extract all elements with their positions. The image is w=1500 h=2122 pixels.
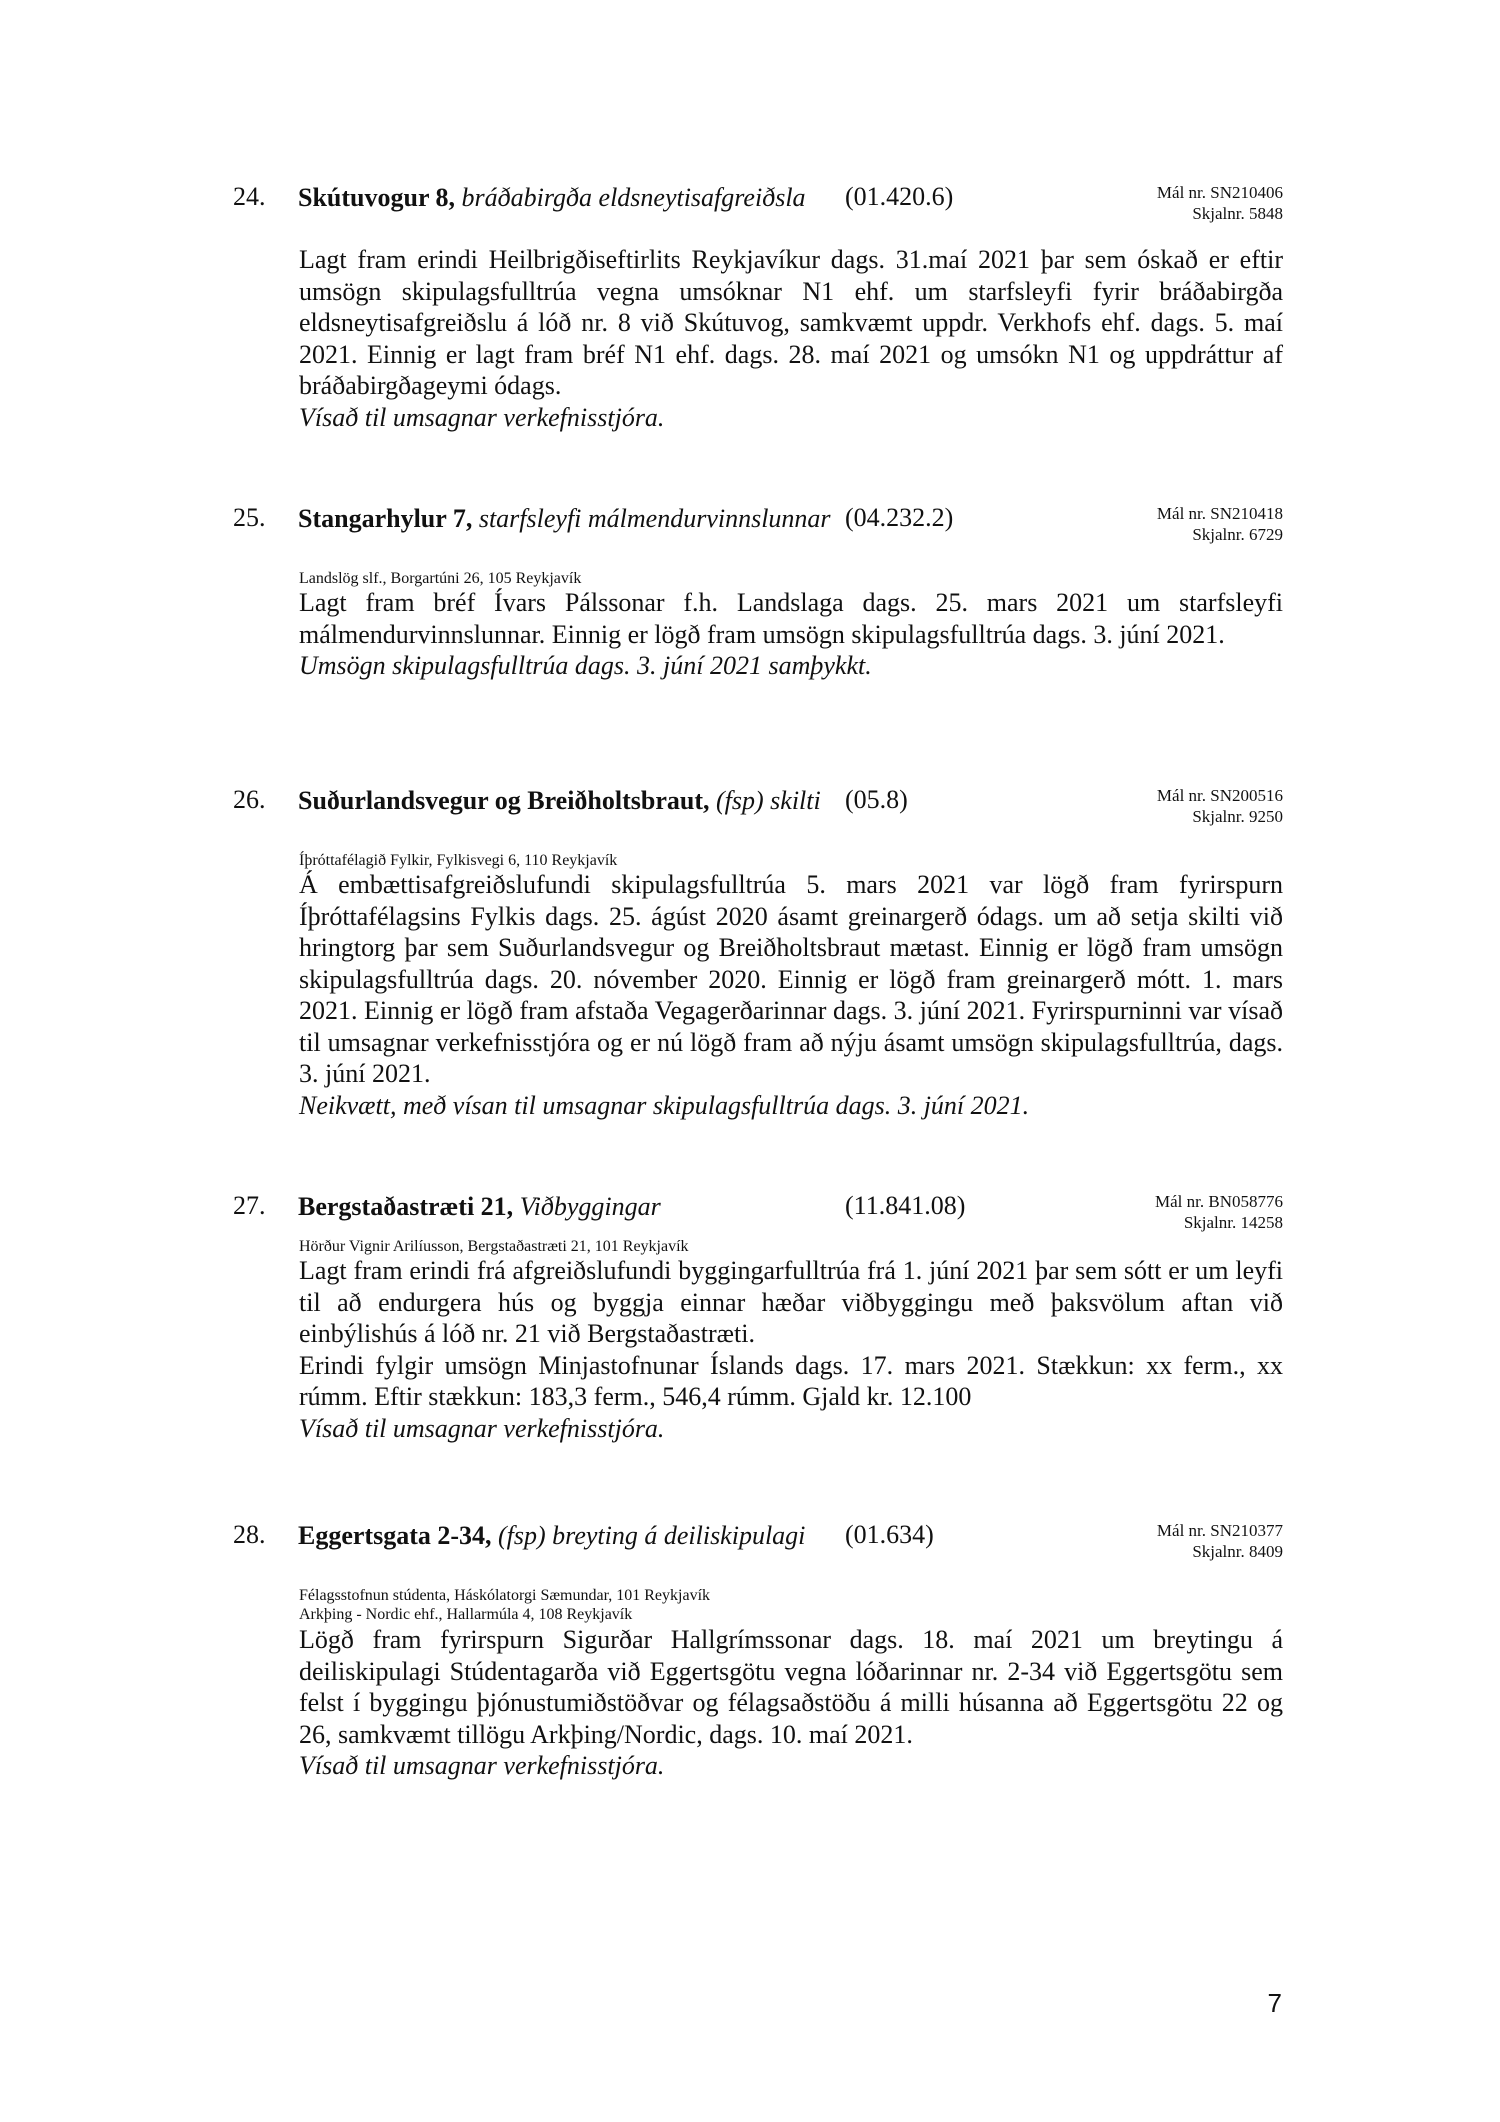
item-title [298, 785, 838, 816]
item-conclusion: Vísað til umsagnar verkefnisstjóra. [299, 1751, 665, 1780]
applicant: Íþróttafélagið Fylkir, Fylkisvegi 6, 110 Reykjavík [299, 852, 618, 869]
item-title-address: Skútuvogur 8, [298, 183, 456, 212]
item-title [298, 182, 838, 213]
page-number: 7 [1267, 1988, 1282, 2018]
item-number: 27. [233, 1191, 266, 1220]
item-number: 24. [233, 182, 266, 211]
document-number: Skjalnr. 8409 [1192, 1542, 1283, 1561]
item-references [1157, 1520, 1283, 1562]
item-applicants [299, 1237, 689, 1256]
item-body [299, 1255, 1283, 1444]
item-title-subject: starfsleyfi málmendurvinnslunnar [478, 504, 831, 533]
item-title-address: Suðurlandsvegur og Breiðholtsbraut, [298, 786, 710, 815]
item-conclusion: Umsögn skipulagsfulltrúa dags. 3. júní 2021 samþykkt. [299, 651, 872, 680]
applicant: Félagsstofnun stúdenta, Háskólatorgi Sæmundar, 101 Reykjavík [299, 1587, 711, 1604]
body-paragraph: Á embættisafgreiðslufundi skipulagsfulltrúa 5. mars 2021 var lögð fram fyrirspurn Íþróttafélagsins Fylkis dags. 25. ágúst 2020 ásamt greinargerð ódags. um að setja skilti við hringtorg þar sem Suðurlandsvegur og Breiðholtsbraut mætast. Einnig er lögð fram umsögn skipulagsfulltrúa dags. 20. nóvember 2020. Einnig er lögð fram greinargerð mótt. 1. mars 2021. Einnig er lögð fram afstaða Vegagerðarinnar dags. 3. júní 2021. Fyrirspurninni var vísað til umsagnar verkefnisstjóra og er nú lögð fram að nýju ásamt umsögn skipulagsfulltrúa, dags. 3. júní 2021. [299, 870, 1283, 1088]
item-title [298, 1520, 838, 1551]
body-paragraph: Lögð fram fyrirspurn Sigurðar Hallgrímssonar dags. 18. maí 2021 um breytingu á deiliskipulagi Stúdentagarða við Eggertsgötu vegna lóðarinnar nr. 2-34 við Eggertsgötu sem felst í byggingu þjónustumiðstöðvar og félagsaðstöðu á milli húsanna að Eggertsgötu 22 og 26, samkvæmt tillögu Arkþing/Nordic, dags. 10. maí 2021. [299, 1625, 1283, 1749]
case-number: Mál nr. SN200516 [1156, 786, 1283, 805]
item-title-subject: (fsp) skilti [716, 786, 821, 815]
item-conclusion: Neikvætt, með vísan til umsagnar skipulagsfulltrúa dags. 3. júní 2021. [299, 1090, 1030, 1120]
item-applicants [299, 851, 617, 870]
item-land-code: (01.634) [845, 1520, 934, 1549]
body-paragraph: Lagt fram bréf Ívars Pálssonar f.h. Landslaga dags. 25. mars 2021 um starfsleyfi málmendurvinnslunnar. Einnig er lögð fram umsögn skipulagsfulltrúa dags. 3. júní 2021. [299, 588, 1283, 649]
item-references [1155, 1191, 1283, 1233]
document-number: Skjalnr. 14258 [1183, 1213, 1283, 1232]
item-number: 25. [233, 503, 266, 532]
item-body [299, 1624, 1283, 1782]
case-number: Mál nr. SN210406 [1156, 183, 1283, 202]
case-number: Mál nr. BN058776 [1155, 1192, 1283, 1211]
item-references [1157, 785, 1283, 827]
item-title-address: Eggertsgata 2-34, [298, 1521, 492, 1550]
item-land-code: (11.841.08) [845, 1191, 966, 1220]
body-paragraph: Erindi fylgir umsögn Minjastofnunar Íslands dags. 17. mars 2021. Stækkun: xx ferm., xx rúmm. Eftir stækkun: 183,3 ferm., 546,4 rúmm. Gjald kr. 12.100 [299, 1350, 1283, 1411]
document-number: Skjalnr. 9250 [1192, 807, 1283, 826]
applicant: Landslög slf., Borgartúni 26, 105 Reykjavík [299, 570, 582, 587]
item-number: 28. [233, 1520, 266, 1549]
item-conclusion: Vísað til umsagnar verkefnisstjóra. [299, 1413, 665, 1443]
document-number: Skjalnr. 6729 [1192, 525, 1283, 544]
item-body [299, 244, 1283, 433]
applicant: Arkþing - Nordic ehf., Hallarmúla 4, 108 Reykjavík [299, 1606, 633, 1623]
item-references [1157, 503, 1283, 545]
item-land-code: (04.232.2) [845, 503, 954, 532]
item-land-code: (01.420.6) [845, 182, 954, 211]
item-references [1157, 182, 1283, 224]
item-title-address: Stangarhylur 7, [298, 504, 473, 533]
item-body [299, 587, 1283, 682]
applicant: Hörður Vignir Arilíusson, Bergstaðastræti 21, 101 Reykjavík [299, 1238, 689, 1255]
item-title [298, 1191, 838, 1222]
item-applicants [299, 1586, 710, 1624]
item-number: 26. [233, 785, 266, 814]
item-title [298, 503, 838, 534]
case-number: Mál nr. SN210377 [1156, 1521, 1283, 1540]
case-number: Mál nr. SN210418 [1156, 504, 1283, 523]
item-title-subject: bráðabirgða eldsneytisafgreiðsla [461, 183, 806, 212]
item-conclusion: Vísað til umsagnar verkefnisstjóra. [299, 402, 665, 432]
item-applicants [299, 569, 581, 588]
document-number: Skjalnr. 5848 [1192, 204, 1283, 223]
body-paragraph: Lagt fram erindi Heilbrigðiseftirlits Reykjavíkur dags. 31.maí 2021 þar sem óskað er eftir umsögn skipulagsfulltrúa vegna umsóknar N1 ehf. um starfsleyfi fyrir bráðabirgða eldsneytisafgreiðslu á lóð nr. 8 við Skútuvog, samkvæmt uppdr. Verkhofs ehf. dags. 5. maí 2021. Einnig er lagt fram bréf N1 ehf. dags. 28. maí 2021 og umsókn N1 og uppdráttur af bráðabirgðageymi ódags. [299, 245, 1283, 400]
item-body [299, 869, 1283, 1121]
item-title-address: Bergstaðastræti 21, [298, 1192, 514, 1221]
body-paragraph: Lagt fram erindi frá afgreiðslufundi byggingarfulltrúa frá 1. júní 2021 þar sem sótt er um leyfi til að endurgera hús og byggja einnar hæðar viðbyggingu með þaksvölum aftan við einbýlishús á lóð nr. 21 við Bergstaðastræti. [299, 1256, 1283, 1348]
item-title-subject: (fsp) breyting á deiliskipulagi [498, 1521, 806, 1550]
item-land-code: (05.8) [845, 785, 908, 814]
item-title-subject: Viðbyggingar [519, 1192, 661, 1221]
